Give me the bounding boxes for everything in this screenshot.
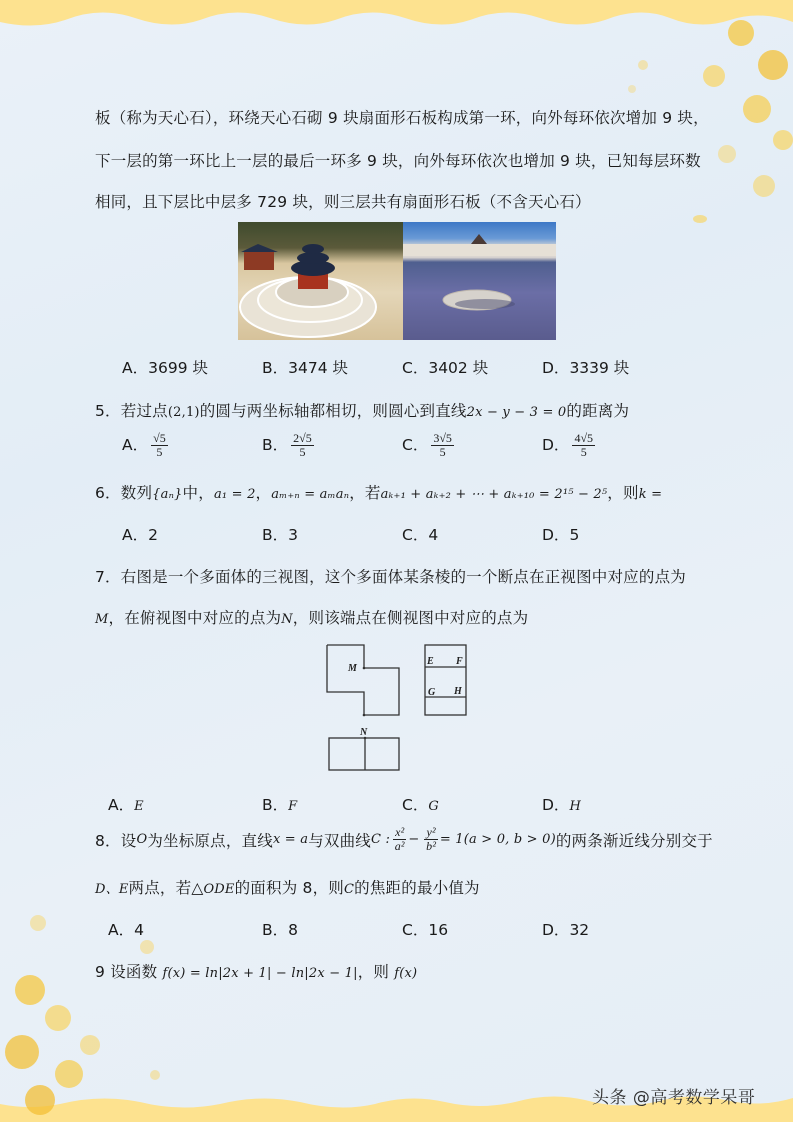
svg-text:G: G — [428, 687, 436, 698]
q6-stem: 6．数列{aₙ}中，a₁ = 2，aₘ₊ₙ = aₘaₙ，若aₖ₊₁ + aₖ₊₂ + ⋯ + aₖ₊₁₀ = 2¹⁵ − 2⁵，则k = — [95, 484, 663, 502]
q4-text-line-3: 相同，且下层比中层多 729 块，则三层共有扇面形石板（不含天心石） — [95, 193, 591, 211]
q7-stem-line-2: M，在俯视图中对应的点为N，则该端点在侧视图中对应的点为 — [95, 609, 529, 627]
top-view — [329, 738, 399, 770]
q5-stem: 5．若过点(2,1)的圆与两坐标轴都相切，则圆心到直线2x − y − 3 = 0的距离为 — [95, 402, 630, 420]
q8-stem-line-1: 8．设 O 为坐标原点，直线 x = a 与双曲线 C : $\frac{\text{x²}}{\text{a²}}$ − $\frac{\text{y²}}{\text{b²}}$ = 1(a > 0, b > 0) 的两条渐近线分别交于 — [95, 825, 713, 853]
q4-option-b[interactable]: B．3474 块 — [262, 359, 349, 377]
q4-option-c[interactable]: C．3402 块 — [402, 359, 489, 377]
three-view-figure — [322, 640, 472, 775]
q7-option-d[interactable]: D．H — [542, 796, 581, 814]
q4-option-d[interactable]: D．3339 块 — [542, 359, 630, 377]
q4-text-line-2: 下一层的第一环比上一层的最后一环多 9 块，向外每环依次也增加 9 块，已知每层环数 — [95, 152, 701, 170]
temple-of-heaven-photo — [238, 222, 403, 340]
q7-option-c[interactable]: C．G — [402, 796, 439, 814]
q6-option-d[interactable]: D．5 — [542, 526, 580, 544]
q8-option-c[interactable]: C．16 — [402, 921, 449, 939]
heart-of-heaven-stone-photo — [403, 222, 556, 340]
q6-option-c[interactable]: C．4 — [402, 526, 439, 544]
q5-option-a[interactable]: A． $\frac{√5}{5}$ — [122, 431, 166, 459]
q7-option-a[interactable]: A．E — [108, 796, 144, 814]
svg-text:E: E — [427, 656, 434, 667]
flower-decoration-top-right — [633, 10, 793, 250]
q9-stem: 9 设函数 f(x) = ln|2x + 1| − ln|2x − 1|，则 f(x) — [95, 963, 418, 981]
q8-option-a[interactable]: A．4 — [108, 921, 144, 939]
q6-option-a[interactable]: A．2 — [122, 526, 158, 544]
q8-stem-line-2: D、E两点，若△ODE的面积为 8，则C的焦距的最小值为 — [95, 879, 480, 897]
q5-option-d[interactable]: D． $\frac{4√5}{5}$ — [542, 431, 594, 459]
q8-option-d[interactable]: D．32 — [542, 921, 590, 939]
q4-photos — [238, 222, 556, 340]
front-view — [327, 645, 399, 715]
svg-text:F: F — [456, 656, 463, 667]
q4-option-a[interactable]: A．3699 块 — [122, 359, 208, 377]
q5-option-b[interactable]: B． $\frac{2√5}{5}$ — [262, 431, 312, 459]
q5-option-c[interactable]: C． $\frac{3√5}{5}$ — [402, 431, 452, 459]
svg-text:H: H — [454, 686, 462, 697]
q8-option-b[interactable]: B．8 — [262, 921, 299, 939]
q7-stem-line-1: 7．右图是一个多面体的三视图，这个多面体某条棱的一个断点在正视图中对应的点为 — [95, 568, 686, 586]
q4-text-line-1: 板（称为天心石），环绕天心石砌 9 块扇面形石板构成第一环，向外每环依次增加 9 块， — [95, 109, 709, 127]
watermark: 头条 @高考数学呆哥 — [592, 1088, 756, 1108]
svg-text:N: N — [360, 727, 368, 738]
svg-text:M: M — [348, 663, 357, 674]
q6-option-b[interactable]: B．3 — [262, 526, 299, 544]
q7-option-b[interactable]: B．F — [262, 796, 298, 814]
